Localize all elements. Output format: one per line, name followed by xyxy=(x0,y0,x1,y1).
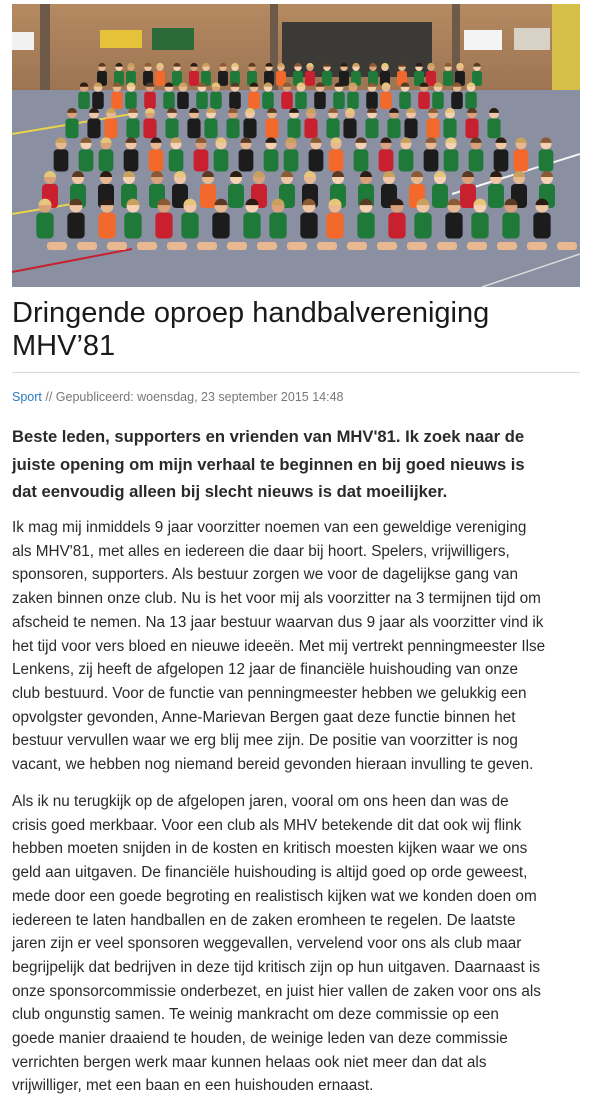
publish-date: Gepubliceerd: woensdag, 23 september 2015 14:48 xyxy=(55,390,344,404)
player-figure xyxy=(54,149,69,171)
paragraph-line: crisis goed merkbaar. Voor een club als MHV betekende dit dat ook wij flink xyxy=(12,816,522,834)
article-title xyxy=(12,297,580,363)
player-legs xyxy=(437,242,457,250)
player-figure xyxy=(304,119,317,139)
paragraph-line: begrijpelijk dat bedrijven in deze tijd kritisch zijn op hun uitgaven. Daarnaast is xyxy=(12,958,541,976)
paragraph-line: club bestuurd. Voor de functie van penningmeester hebben we gelukkig een xyxy=(12,684,527,702)
player-figure xyxy=(366,92,378,109)
meta-separator: // xyxy=(41,390,56,404)
player-figure xyxy=(163,92,175,109)
lead-line: dat eenvoudig alleen bij slecht nieuws is dat moeilijker. xyxy=(12,482,448,501)
player-figure xyxy=(143,119,156,139)
player-figure xyxy=(177,92,189,109)
player-figure xyxy=(488,184,504,208)
player-legs xyxy=(527,242,547,250)
player-figure xyxy=(404,119,417,139)
player-figure xyxy=(443,71,453,86)
paragraph-line: geld aan uitgaven. De financiële huishouding is altijd goed op orde geweest, xyxy=(12,864,528,882)
player-figure xyxy=(465,92,477,109)
player-figure xyxy=(243,213,260,239)
paragraph-line: mede door een goede begroting en realistisch kijken wat we konden doen om xyxy=(12,887,537,905)
player-figure xyxy=(87,119,100,139)
player-figure xyxy=(333,92,345,109)
player-legs xyxy=(347,242,367,250)
player-figure xyxy=(399,92,411,109)
player-figure xyxy=(295,92,307,109)
player-figure xyxy=(329,149,344,171)
paragraph-line: hebben moeten snijden in de kosten en kritisch moesten kijken waar we ons xyxy=(12,840,528,858)
player-figure xyxy=(469,149,484,171)
player-figure xyxy=(155,213,172,239)
paragraph-line: jaren zijn er veel sponsoren weggevallen, vervelend voor ons als club maar xyxy=(12,935,522,953)
player-figure xyxy=(243,119,256,139)
player-figure xyxy=(465,119,478,139)
paragraph-line: Lenkens, zij heeft de afgelopen 12 jaar de financiële huishouding van onze xyxy=(12,661,519,679)
player-legs xyxy=(467,242,487,250)
article-meta xyxy=(12,390,344,404)
player-figure xyxy=(189,71,199,86)
player-figure xyxy=(111,92,123,109)
lead-line: juiste opening om mijn verhaal te beginnen en bij goed nieuws is xyxy=(12,454,525,474)
player-figure xyxy=(284,149,299,171)
player-legs xyxy=(497,242,517,250)
player-figure xyxy=(155,71,165,86)
player-figure xyxy=(380,92,392,109)
paragraph-line: sponsoren, supporters. Als bestuur zorgen we voor de dagelijkse gang van xyxy=(12,566,518,584)
player-figure xyxy=(98,213,115,239)
player-legs xyxy=(317,242,337,250)
player-figure xyxy=(305,71,315,86)
player-legs xyxy=(257,242,277,250)
paragraph-line: vacant, we hebben nog niemand bereid gevonden hieraan invulling te geven. xyxy=(12,756,534,774)
player-figure xyxy=(194,149,209,171)
paragraph-line: Als ik nu terugkijk op de afgelopen jaren, vooral om ons heen dan was de xyxy=(12,793,509,810)
player-figure xyxy=(471,213,488,239)
player-figure xyxy=(326,213,343,239)
player-figure xyxy=(322,71,332,86)
player-figure xyxy=(67,213,84,239)
player-legs xyxy=(197,242,217,250)
player-figure xyxy=(487,119,500,139)
player-figure xyxy=(539,149,554,171)
player-legs xyxy=(287,242,307,250)
player-figure xyxy=(262,92,274,109)
player-figure xyxy=(204,119,217,139)
player-legs xyxy=(107,242,127,250)
player-figure xyxy=(79,149,94,171)
article-lead xyxy=(12,423,580,506)
player-figure xyxy=(196,92,208,109)
player-figure xyxy=(124,149,139,171)
player-figure xyxy=(418,92,430,109)
player-figure xyxy=(432,92,444,109)
lead-line: Beste leden, supporters en vrienden van MHV'81. Ik zoek naar de xyxy=(12,427,525,446)
player-figure xyxy=(78,92,90,109)
player-figure xyxy=(149,149,164,171)
player-figure xyxy=(229,92,241,109)
player-figure xyxy=(357,213,374,239)
player-figure xyxy=(65,119,78,139)
player-figure xyxy=(426,71,436,86)
player-figure xyxy=(388,213,405,239)
player-figure xyxy=(99,149,114,171)
player-figure xyxy=(228,184,244,208)
category-link[interactable]: Sport xyxy=(12,390,42,404)
player-legs xyxy=(407,242,427,250)
player-legs xyxy=(137,242,157,250)
paragraph-line: club ongunstig samen. Te weinig mankracht om deze commissie op een xyxy=(12,1006,499,1024)
player-figure xyxy=(451,92,463,109)
player-figure xyxy=(444,149,459,171)
player-figure xyxy=(104,119,117,139)
paragraph-line: vrijwilliger, met een baan en een huishouden ernaast. xyxy=(12,1077,374,1095)
player-legs xyxy=(557,242,577,250)
player-figure xyxy=(326,119,339,139)
player-figure xyxy=(218,71,228,86)
player-figure xyxy=(432,184,448,208)
player-figure xyxy=(124,213,141,239)
player-figure xyxy=(414,213,431,239)
player-figure xyxy=(248,92,260,109)
player-figure xyxy=(269,213,286,239)
player-figure xyxy=(314,92,326,109)
player-figure xyxy=(200,184,216,208)
player-figure xyxy=(212,213,229,239)
player-figure xyxy=(502,213,519,239)
player-figure xyxy=(165,119,178,139)
player-figure xyxy=(265,119,278,139)
article-title-line: MHV’81 xyxy=(12,330,116,362)
player-figure xyxy=(226,119,239,139)
paragraph-line: afscheid te nemen. Na 13 jaar bestuur waarvan dus 9 jaar als voorzitter vind ik xyxy=(12,613,544,631)
article-paragraph-2 xyxy=(12,790,580,1098)
paragraph-line: Ik mag mij inmiddels 9 jaar voorzitter noemen van een geweldige vereniging xyxy=(12,519,527,536)
player-figure xyxy=(187,119,200,139)
player-figure xyxy=(126,119,139,139)
player-figure xyxy=(36,213,53,239)
player-figure xyxy=(144,92,156,109)
paragraph-line: bestuur vervullen waar we erg blij mee zijn. De positie van voorzitter is nog xyxy=(12,732,518,750)
paragraph-line: verrichten bergen werk maar kunnen helaas ook niet meer dan dat als xyxy=(12,1053,487,1071)
player-figure xyxy=(300,213,317,239)
player-figure xyxy=(445,213,462,239)
team-photo-illustration xyxy=(12,4,580,287)
paragraph-line: goede manier draaiend te houden, de weinige leden van deze commissie xyxy=(12,1030,508,1048)
paragraph-line: opvolgster gevonden, Anne-Marievan Bergen gaat deze functie binnen het xyxy=(12,708,516,726)
player-figure xyxy=(281,92,293,109)
player-figure xyxy=(169,149,184,171)
player-figure xyxy=(347,92,359,109)
player-figure xyxy=(443,119,456,139)
team-photo xyxy=(12,4,580,287)
paragraph-line: zaken binnen onze club. Nu is het voor mij als voorzitter na 3 termijnen tijd om xyxy=(12,590,541,608)
paragraph-line: als MHV'81, met alles en iedereen die daar bij hoort. Spelers, vrijwilligers, xyxy=(12,542,510,560)
player-figure xyxy=(424,149,439,171)
player-figure xyxy=(309,149,324,171)
player-figure xyxy=(125,92,137,109)
title-divider xyxy=(12,372,580,373)
player-figure xyxy=(426,119,439,139)
player-figure xyxy=(214,149,229,171)
paragraph-line: het tijd voor vers bloed en nieuwe ideeën. Met mij vertrekt penningmeester Ilse xyxy=(12,637,546,655)
player-figure xyxy=(239,149,254,171)
player-legs xyxy=(227,242,247,250)
player-figure xyxy=(210,92,222,109)
player-legs xyxy=(77,242,97,250)
player-figure xyxy=(287,119,300,139)
player-figure xyxy=(533,213,550,239)
player-figure xyxy=(387,119,400,139)
player-figure xyxy=(379,149,394,171)
player-figure xyxy=(365,119,378,139)
player-legs xyxy=(167,242,187,250)
article-title-line: Dringende oproep handbalvereniging xyxy=(12,297,490,329)
paragraph-line: onze sponsorcommissie onderbezet, en juist hier vallen de zaken voor ons als xyxy=(12,982,541,1000)
paragraph-line: iedereen te laten handballen en de zaken eromheen te regelen. De laatste xyxy=(12,911,516,929)
player-figure xyxy=(181,213,198,239)
player-figure xyxy=(92,92,104,109)
article-paragraph-1 xyxy=(12,516,580,777)
player-figure xyxy=(354,149,369,171)
player-legs xyxy=(377,242,397,250)
player-figure xyxy=(494,149,509,171)
player-figure xyxy=(264,149,279,171)
player-figure xyxy=(399,149,414,171)
player-figure xyxy=(343,119,356,139)
player-figure xyxy=(514,149,529,171)
player-legs xyxy=(47,242,67,250)
